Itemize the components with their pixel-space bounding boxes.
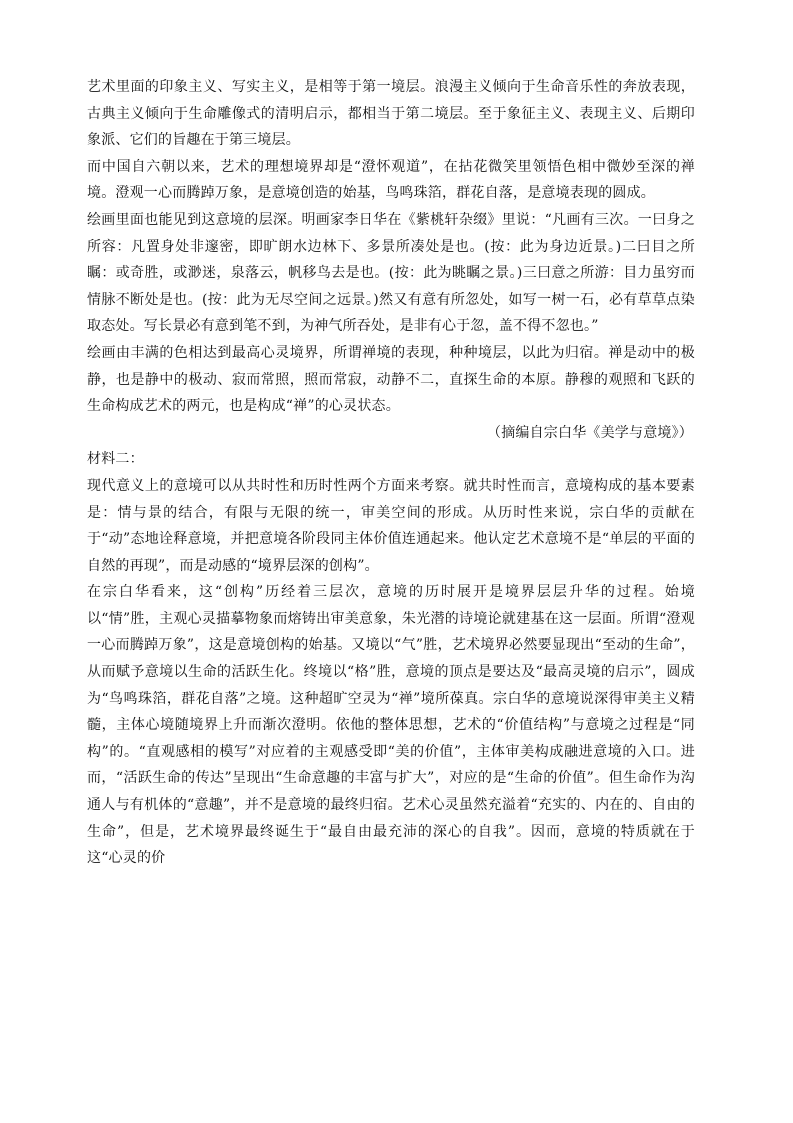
paragraph-chinese-ideal: 而中国自六朝以来，艺术的理想境界却是“澄怀观道”，在拈花微笑里领悟色相中微妙至深的禅境。澄观一心而腾踔万象，是意境创造的始基，鸟鸣珠箔，群花自落，是意境表现的圆成。 (87, 158, 695, 202)
document-body (87, 74, 695, 872)
paragraph-zen-realm: 绘画由丰满的色相达到最高心灵境界，所谓禅境的表现，种种境层，以此为归宿。禅是动中的极静，也是静中的极动、寂而常照，照而常寂，动静不二，直探生命的本原。静穆的观照和飞跃的生命构成艺术的两元，也是构成“禅”的心灵状态。 (87, 344, 695, 415)
paragraph-art-realms: 艺术里面的印象主义、写实主义，是相等于第一境层。浪漫主义倾向于生命音乐性的奔放表现，古典主义倾向于生命雕像式的清明启示，都相当于第二境层。至于象征主义、表现主义、后期印象派、它们的旨趣在于第三境层。 (87, 79, 695, 149)
paragraph-modern-yijing: 现代意义上的意境可以从共时性和历时性两个方面来考察。就共时性而言，意境构成的基本要素是：情与景的结合，有限与无限的统一，审美空间的形成。从历时性来说，宗白华的贡献在于“动”态地诠释意境，并把意境各阶段同主体价值连通起来。他认定艺术意境不是“单层的平面的自然的再现”，而是动感的“境界层深的创构”。 (87, 477, 695, 574)
paragraph-painting-depth: 绘画里面也能见到这意境的层深。明画家李日华在《紫桃轩杂缀》里说：“凡画有三次。一曰身之所容：凡置身处非邃密，即旷朗水边林下、多景所凑处是也。(按：此为身边近景。)二曰目之所瞩：或奇胜，或渺迷，泉落云，帆移鸟去是也。(按：此为眺瞩之景。)三曰意之所游：目力虽穷而情脉不断处是也。(按：此为无尽空间之远景。)然又有意有所忽处，如写一树一石，必有草草点染取态处。写长景必有意到笔不到，为神气所吞处，是非有心于忽，盖不得不忽也。” (87, 211, 695, 335)
source-citation: （摘编自宗白华《美学与意境》） (487, 424, 693, 441)
material-two-heading: 材料二： (87, 451, 144, 468)
paragraph-three-levels: 在宗白华看来，这“创构”历经着三层次，意境的历时展开是境界层层升华的过程。始境以“情”胜，主观心灵描摹物象而熔铸出审美意象，朱光潜的诗境论就建基在这一层面。所谓“澄观一心而腾踔万象”，这是意境创构的始基。又境以“气”胜，艺术境界必然要显现出“至动的生命”，从而赋予意境以生命的活跃生化。终境以“格”胜，意境的顶点是要达及“最高灵境的启示”，圆成为“鸟鸣珠箔，群花自落”之境。这种超旷空灵为“禅”境所葆真。宗白华的意境说深得审美主义精髓，主体心境随境界上升而渐次澄明。依他的整体思想，艺术的“价值结构”与意境之过程是“同构”的。“直观感相的模写”对应着的主观感受即“美的价值”，主体审美构成融进意境的入口。进而，“活跃生命的传达”呈现出“生命意趣的丰富与扩大”，对应的是“生命的价值”。但生命作为沟通人与有机体的“意趣”，并不是意境的最终归宿。艺术心灵虽然充溢着“充实的、内在的、自由的生命”，但是，艺术境界最终诞生于“最自由最充沛的深心的自我”。因而，意境的特质就在于这“心灵的价 (87, 584, 695, 867)
